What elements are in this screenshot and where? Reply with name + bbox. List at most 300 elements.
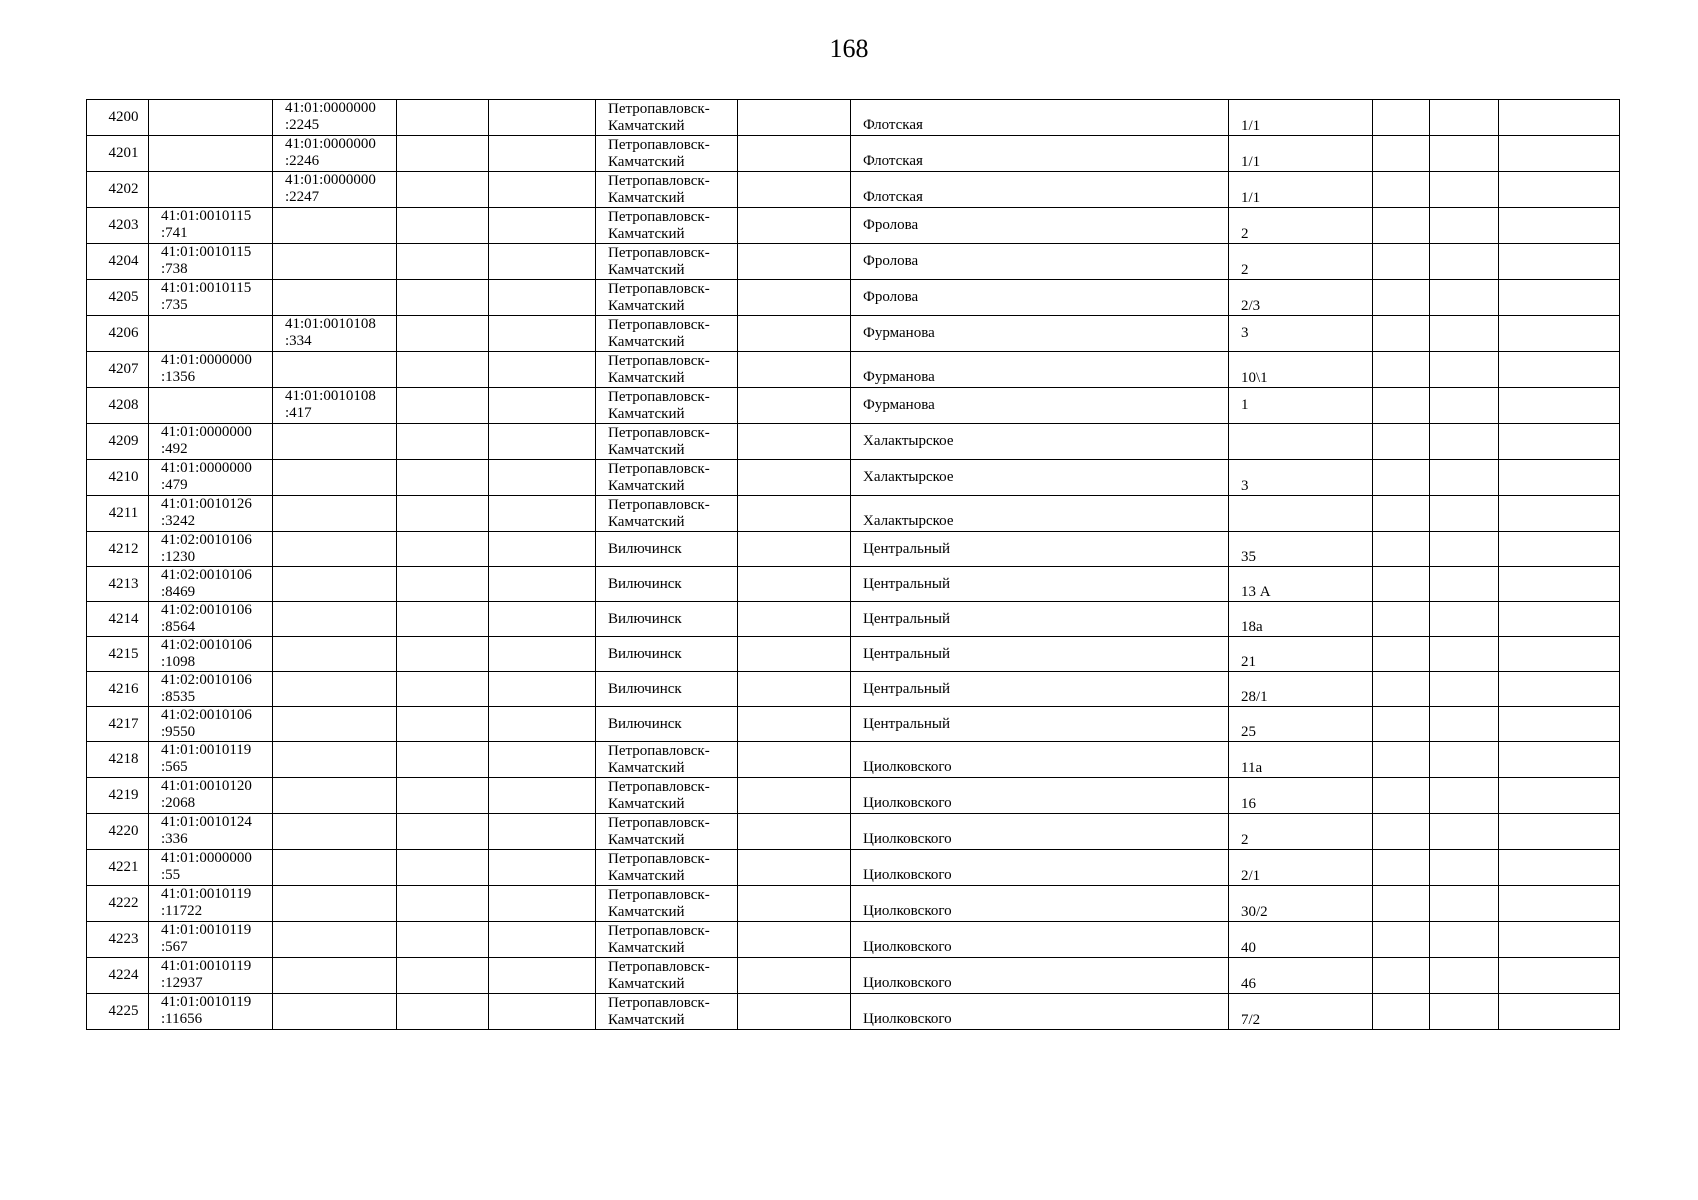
empty-cell [1430, 496, 1499, 532]
table-row [87, 208, 1620, 244]
empty-cell [1430, 424, 1499, 460]
table-row [87, 136, 1620, 172]
empty-cell [1373, 778, 1430, 814]
empty-cell [489, 602, 596, 637]
empty-cell [1430, 316, 1499, 352]
empty-cell [738, 922, 851, 958]
empty-cell [1373, 850, 1430, 886]
empty-cell [489, 388, 596, 424]
cadastral-number-alt-cell [273, 994, 397, 1030]
empty-cell [738, 352, 851, 388]
city-cell: Петропавловск- Камчатский [596, 136, 738, 172]
empty-cell [489, 280, 596, 316]
empty-cell [1499, 567, 1620, 602]
empty-cell [1373, 637, 1430, 672]
empty-cell [489, 567, 596, 602]
street-cell: Центральный [851, 637, 1229, 672]
table-body [87, 100, 1620, 1030]
empty-cell [1430, 994, 1499, 1030]
empty-cell [1499, 707, 1620, 742]
empty-cell [397, 136, 489, 172]
house-number-cell: 1/1 [1229, 136, 1373, 172]
empty-cell [489, 424, 596, 460]
empty-cell [1499, 496, 1620, 532]
table-row [87, 532, 1620, 567]
house-number-cell [1229, 496, 1373, 532]
empty-cell [1373, 672, 1430, 707]
cadastral-number-cell [149, 388, 273, 424]
empty-cell [738, 814, 851, 850]
empty-cell [489, 172, 596, 208]
cadastral-number-cell: 41:01:0010115 :738 [149, 244, 273, 280]
cadastral-number-cell: 41:02:0010106 :8564 [149, 602, 273, 637]
empty-cell [1430, 352, 1499, 388]
street-cell: Флотская [851, 172, 1229, 208]
cadastral-number-alt-cell [273, 496, 397, 532]
empty-cell [1373, 316, 1430, 352]
empty-cell [1430, 460, 1499, 496]
row-number-cell: 4219 [87, 778, 149, 814]
empty-cell [1499, 602, 1620, 637]
city-cell: Вилючинск [596, 707, 738, 742]
empty-cell [1499, 886, 1620, 922]
cadastral-number-alt-cell: 41:01:0000000 :2245 [273, 100, 397, 136]
cadastral-number-cell: 41:02:0010106 :1098 [149, 637, 273, 672]
empty-cell [1373, 567, 1430, 602]
table-row [87, 778, 1620, 814]
street-cell: Циолковского [851, 922, 1229, 958]
empty-cell [397, 244, 489, 280]
empty-cell [1499, 958, 1620, 994]
city-cell: Петропавловск- Камчатский [596, 742, 738, 778]
house-number-cell: 25 [1229, 707, 1373, 742]
house-number-cell: 1/1 [1229, 172, 1373, 208]
cadastral-number-cell: 41:01:0010119 :565 [149, 742, 273, 778]
empty-cell [1373, 742, 1430, 778]
table-row [87, 244, 1620, 280]
empty-cell [1373, 886, 1430, 922]
city-cell: Петропавловск- Камчатский [596, 208, 738, 244]
table-row [87, 100, 1620, 136]
row-number-cell: 4214 [87, 602, 149, 637]
empty-cell [489, 637, 596, 672]
empty-cell [738, 532, 851, 567]
empty-cell [397, 994, 489, 1030]
cadastral-number-alt-cell [273, 244, 397, 280]
house-number-cell: 2 [1229, 244, 1373, 280]
empty-cell [738, 707, 851, 742]
house-number-cell: 2/1 [1229, 850, 1373, 886]
city-cell: Петропавловск- Камчатский [596, 460, 738, 496]
empty-cell [1499, 742, 1620, 778]
street-cell: Циолковского [851, 778, 1229, 814]
empty-cell [738, 602, 851, 637]
empty-cell [397, 496, 489, 532]
empty-cell [1430, 532, 1499, 567]
cadastral-number-cell: 41:01:0000000 :492 [149, 424, 273, 460]
cadastral-number-cell: 41:01:0000000 :55 [149, 850, 273, 886]
empty-cell [397, 922, 489, 958]
empty-cell [738, 672, 851, 707]
empty-cell [1373, 460, 1430, 496]
row-number-cell: 4212 [87, 532, 149, 567]
empty-cell [1430, 208, 1499, 244]
cadastral-number-alt-cell [273, 922, 397, 958]
street-cell: Флотская [851, 100, 1229, 136]
empty-cell [1430, 850, 1499, 886]
empty-cell [738, 388, 851, 424]
street-cell: Халактырское [851, 460, 1229, 496]
empty-cell [738, 496, 851, 532]
cadastral-number-alt-cell [273, 602, 397, 637]
empty-cell [738, 460, 851, 496]
empty-cell [1430, 672, 1499, 707]
street-cell: Циолковского [851, 814, 1229, 850]
city-cell: Петропавловск- Камчатский [596, 388, 738, 424]
street-cell: Центральный [851, 602, 1229, 637]
city-cell: Петропавловск- Камчатский [596, 280, 738, 316]
table-row [87, 602, 1620, 637]
city-cell: Петропавловск- Камчатский [596, 100, 738, 136]
cadastral-number-cell [149, 172, 273, 208]
row-number-cell: 4222 [87, 886, 149, 922]
city-cell: Петропавловск- Камчатский [596, 352, 738, 388]
empty-cell [397, 208, 489, 244]
city-cell: Петропавловск- Камчатский [596, 496, 738, 532]
empty-cell [1430, 814, 1499, 850]
street-cell: Циолковского [851, 886, 1229, 922]
cadastral-number-cell: 41:01:0010126 :3242 [149, 496, 273, 532]
row-number-cell: 4204 [87, 244, 149, 280]
house-number-cell: 1 [1229, 388, 1373, 424]
street-cell: Халактырское [851, 496, 1229, 532]
empty-cell [1499, 637, 1620, 672]
cadastral-number-alt-cell [273, 672, 397, 707]
empty-cell [397, 707, 489, 742]
empty-cell [1499, 244, 1620, 280]
empty-cell [1373, 922, 1430, 958]
cadastral-number-alt-cell [273, 424, 397, 460]
empty-cell [738, 637, 851, 672]
house-number-cell: 16 [1229, 778, 1373, 814]
house-number-cell: 11а [1229, 742, 1373, 778]
house-number-cell: 46 [1229, 958, 1373, 994]
empty-cell [1499, 994, 1620, 1030]
row-number-cell: 4220 [87, 814, 149, 850]
table-row [87, 316, 1620, 352]
house-number-cell: 21 [1229, 637, 1373, 672]
empty-cell [1430, 637, 1499, 672]
row-number-cell: 4201 [87, 136, 149, 172]
street-cell: Центральный [851, 707, 1229, 742]
table-row [87, 958, 1620, 994]
city-cell: Вилючинск [596, 602, 738, 637]
table-row [87, 814, 1620, 850]
empty-cell [1430, 388, 1499, 424]
cadastral-number-cell: 41:01:0010119 :567 [149, 922, 273, 958]
cadastral-number-cell: 41:02:0010106 :8469 [149, 567, 273, 602]
empty-cell [489, 850, 596, 886]
table-row [87, 886, 1620, 922]
empty-cell [738, 316, 851, 352]
empty-cell [1373, 136, 1430, 172]
table-row [87, 460, 1620, 496]
cadastral-number-cell: 41:02:0010106 :1230 [149, 532, 273, 567]
empty-cell [489, 672, 596, 707]
empty-cell [397, 672, 489, 707]
empty-cell [1499, 100, 1620, 136]
house-number-cell: 2 [1229, 814, 1373, 850]
cadastral-number-alt-cell [273, 208, 397, 244]
cadastral-number-cell: 41:02:0010106 :8535 [149, 672, 273, 707]
empty-cell [1430, 602, 1499, 637]
row-number-cell: 4210 [87, 460, 149, 496]
cadastral-number-alt-cell [273, 460, 397, 496]
empty-cell [489, 814, 596, 850]
empty-cell [1373, 388, 1430, 424]
row-number-cell: 4206 [87, 316, 149, 352]
cadastral-number-alt-cell [273, 637, 397, 672]
empty-cell [397, 532, 489, 567]
empty-cell [1430, 172, 1499, 208]
row-number-cell: 4208 [87, 388, 149, 424]
empty-cell [1373, 352, 1430, 388]
row-number-cell: 4216 [87, 672, 149, 707]
street-cell: Фролова [851, 208, 1229, 244]
cadastral-number-cell: 41:01:0010115 :741 [149, 208, 273, 244]
empty-cell [1373, 602, 1430, 637]
table-row [87, 388, 1620, 424]
cadastral-number-cell: 41:01:0010115 :735 [149, 280, 273, 316]
row-number-cell: 4223 [87, 922, 149, 958]
empty-cell [738, 850, 851, 886]
street-cell: Центральный [851, 567, 1229, 602]
city-cell: Вилючинск [596, 637, 738, 672]
city-cell: Петропавловск- Камчатский [596, 172, 738, 208]
empty-cell [1499, 388, 1620, 424]
table-row [87, 742, 1620, 778]
empty-cell [1499, 352, 1620, 388]
street-cell: Центральный [851, 532, 1229, 567]
empty-cell [1499, 922, 1620, 958]
empty-cell [738, 244, 851, 280]
empty-cell [1430, 778, 1499, 814]
empty-cell [738, 136, 851, 172]
cadastral-number-cell: 41:01:0010119 :12937 [149, 958, 273, 994]
empty-cell [489, 922, 596, 958]
cadastral-number-cell: 41:01:0010119 :11656 [149, 994, 273, 1030]
empty-cell [489, 886, 596, 922]
cadastral-number-alt-cell [273, 814, 397, 850]
row-number-cell: 4218 [87, 742, 149, 778]
street-cell: Фролова [851, 244, 1229, 280]
cadastral-number-cell [149, 100, 273, 136]
city-cell: Петропавловск- Камчатский [596, 922, 738, 958]
empty-cell [1499, 672, 1620, 707]
empty-cell [1373, 532, 1430, 567]
row-number-cell: 4203 [87, 208, 149, 244]
empty-cell [397, 958, 489, 994]
empty-cell [397, 172, 489, 208]
empty-cell [1499, 532, 1620, 567]
empty-cell [738, 742, 851, 778]
street-cell: Флотская [851, 136, 1229, 172]
table-row [87, 850, 1620, 886]
city-cell: Петропавловск- Камчатский [596, 958, 738, 994]
empty-cell [1430, 244, 1499, 280]
empty-cell [397, 352, 489, 388]
cadastral-number-alt-cell [273, 707, 397, 742]
house-number-cell: 30/2 [1229, 886, 1373, 922]
city-cell: Вилючинск [596, 532, 738, 567]
empty-cell [397, 567, 489, 602]
empty-cell [738, 958, 851, 994]
empty-cell [1430, 100, 1499, 136]
empty-cell [397, 778, 489, 814]
cadastral-number-alt-cell [273, 280, 397, 316]
cadastral-number-alt-cell [273, 742, 397, 778]
empty-cell [1373, 424, 1430, 460]
empty-cell [1373, 100, 1430, 136]
table-row [87, 637, 1620, 672]
empty-cell [397, 100, 489, 136]
empty-cell [1499, 316, 1620, 352]
cadastral-number-alt-cell: 41:01:0010108 :334 [273, 316, 397, 352]
cadastral-number-alt-cell [273, 532, 397, 567]
cadastral-number-alt-cell [273, 352, 397, 388]
empty-cell [1430, 280, 1499, 316]
street-cell: Фролова [851, 280, 1229, 316]
page-number: 168 [829, 34, 869, 63]
empty-cell [1373, 814, 1430, 850]
cadastral-number-alt-cell [273, 958, 397, 994]
table-row [87, 994, 1620, 1030]
house-number-cell: 3 [1229, 316, 1373, 352]
table-row [87, 172, 1620, 208]
empty-cell [1499, 424, 1620, 460]
table-row [87, 707, 1620, 742]
empty-cell [489, 742, 596, 778]
row-number-cell: 4207 [87, 352, 149, 388]
table-row [87, 352, 1620, 388]
cadastral-number-cell: 41:01:0010120 :2068 [149, 778, 273, 814]
house-number-cell: 40 [1229, 922, 1373, 958]
street-cell: Циолковского [851, 994, 1229, 1030]
empty-cell [397, 814, 489, 850]
empty-cell [1499, 460, 1620, 496]
empty-cell [738, 100, 851, 136]
empty-cell [738, 886, 851, 922]
empty-cell [397, 602, 489, 637]
street-cell: Халактырское [851, 424, 1229, 460]
house-number-cell: 13 А [1229, 567, 1373, 602]
cadastral-number-alt-cell: 41:01:0000000 :2246 [273, 136, 397, 172]
empty-cell [1373, 707, 1430, 742]
house-number-cell: 3 [1229, 460, 1373, 496]
cadastral-number-cell: 41:01:0000000 :1356 [149, 352, 273, 388]
empty-cell [1499, 136, 1620, 172]
empty-cell [738, 994, 851, 1030]
cadastral-number-cell: 41:01:0010124 :336 [149, 814, 273, 850]
city-cell: Петропавловск- Камчатский [596, 850, 738, 886]
empty-cell [489, 208, 596, 244]
empty-cell [397, 850, 489, 886]
cadastral-number-alt-cell: 41:01:0010108 :417 [273, 388, 397, 424]
row-number-cell: 4202 [87, 172, 149, 208]
row-number-cell: 4225 [87, 994, 149, 1030]
row-number-cell: 4224 [87, 958, 149, 994]
empty-cell [1430, 707, 1499, 742]
city-cell: Петропавловск- Камчатский [596, 244, 738, 280]
street-cell: Циолковского [851, 958, 1229, 994]
empty-cell [489, 532, 596, 567]
row-number-cell: 4217 [87, 707, 149, 742]
empty-cell [1430, 742, 1499, 778]
empty-cell [738, 424, 851, 460]
empty-cell [397, 742, 489, 778]
empty-cell [1499, 172, 1620, 208]
empty-cell [1499, 208, 1620, 244]
empty-cell [489, 994, 596, 1030]
empty-cell [397, 637, 489, 672]
cadastral-number-alt-cell [273, 886, 397, 922]
house-number-cell: 1/1 [1229, 100, 1373, 136]
empty-cell [489, 460, 596, 496]
house-number-cell [1229, 424, 1373, 460]
empty-cell [489, 778, 596, 814]
empty-cell [1373, 496, 1430, 532]
table-row [87, 496, 1620, 532]
empty-cell [1430, 958, 1499, 994]
house-number-cell: 2 [1229, 208, 1373, 244]
empty-cell [489, 316, 596, 352]
city-cell: Петропавловск- Камчатский [596, 778, 738, 814]
empty-cell [397, 388, 489, 424]
empty-cell [1430, 886, 1499, 922]
street-cell: Центральный [851, 672, 1229, 707]
empty-cell [489, 707, 596, 742]
cadastral-number-cell [149, 316, 273, 352]
house-number-cell: 18а [1229, 602, 1373, 637]
empty-cell [1373, 280, 1430, 316]
city-cell: Петропавловск- Камчатский [596, 994, 738, 1030]
registry-table [86, 99, 1620, 1030]
street-cell: Циолковского [851, 742, 1229, 778]
city-cell: Петропавловск- Камчатский [596, 424, 738, 460]
row-number-cell: 4209 [87, 424, 149, 460]
house-number-cell: 7/2 [1229, 994, 1373, 1030]
empty-cell [1430, 922, 1499, 958]
empty-cell [1430, 567, 1499, 602]
empty-cell [1373, 994, 1430, 1030]
empty-cell [1373, 172, 1430, 208]
house-number-cell: 35 [1229, 532, 1373, 567]
empty-cell [738, 172, 851, 208]
empty-cell [489, 100, 596, 136]
table-row [87, 567, 1620, 602]
row-number-cell: 4213 [87, 567, 149, 602]
empty-cell [489, 352, 596, 388]
table-row [87, 280, 1620, 316]
empty-cell [1373, 958, 1430, 994]
empty-cell [489, 958, 596, 994]
street-cell: Циолковского [851, 850, 1229, 886]
empty-cell [489, 496, 596, 532]
cadastral-number-cell [149, 136, 273, 172]
cadastral-number-alt-cell [273, 850, 397, 886]
empty-cell [738, 778, 851, 814]
city-cell: Вилючинск [596, 567, 738, 602]
